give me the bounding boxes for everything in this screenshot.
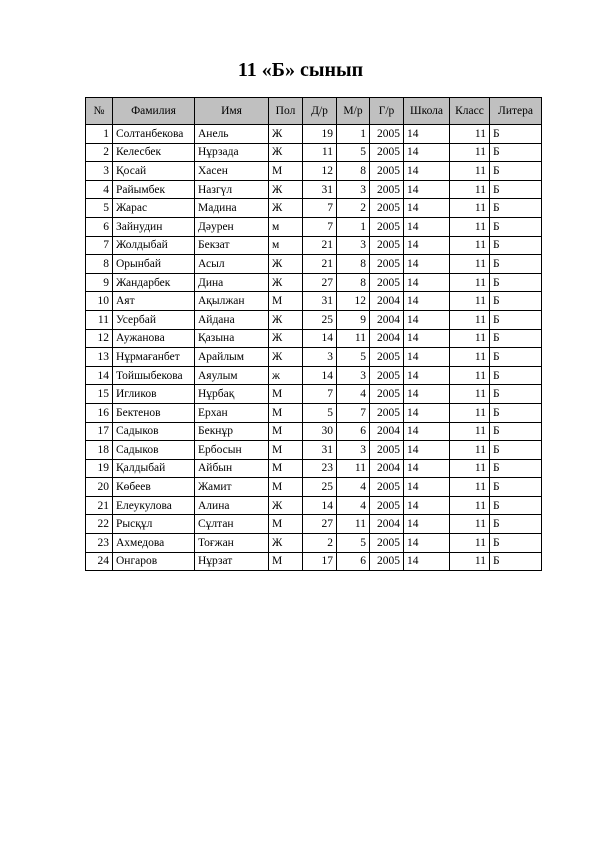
cell-birth-month: 11	[337, 515, 370, 534]
cell-name: Дәурен	[195, 217, 269, 236]
cell-letter: Б	[490, 515, 542, 534]
header-class: Класс	[450, 98, 490, 125]
cell-class: 11	[450, 441, 490, 460]
cell-class: 11	[450, 496, 490, 515]
table-row	[86, 422, 542, 441]
cell-school: 14	[404, 199, 450, 218]
cell-birth-month: 7	[337, 403, 370, 422]
cell-gender: М	[269, 441, 303, 460]
cell-name: Аяулым	[195, 366, 269, 385]
cell-surname: Онгаров	[113, 552, 195, 571]
cell-gender: М	[269, 515, 303, 534]
cell-name: Дина	[195, 273, 269, 292]
cell-birth-day: 25	[303, 478, 337, 497]
cell-letter: Б	[490, 329, 542, 348]
cell-number: 10	[86, 292, 113, 311]
cell-letter: Б	[490, 496, 542, 515]
cell-birth-day: 31	[303, 180, 337, 199]
cell-birth-year: 2005	[370, 217, 404, 236]
cell-school: 14	[404, 496, 450, 515]
cell-birth-day: 14	[303, 329, 337, 348]
cell-name: Тоғжан	[195, 534, 269, 553]
table-row	[86, 255, 542, 274]
cell-name: Нұрзада	[195, 143, 269, 162]
cell-birth-year: 2004	[370, 292, 404, 311]
cell-name: Мадина	[195, 199, 269, 218]
cell-birth-day: 7	[303, 217, 337, 236]
cell-birth-year: 2005	[370, 273, 404, 292]
cell-birth-month: 5	[337, 534, 370, 553]
cell-birth-day: 31	[303, 292, 337, 311]
cell-letter: Б	[490, 236, 542, 255]
cell-gender: М	[269, 403, 303, 422]
cell-birth-month: 12	[337, 292, 370, 311]
header-gender: Пол	[269, 98, 303, 125]
cell-class: 11	[450, 385, 490, 404]
cell-school: 14	[404, 273, 450, 292]
cell-birth-year: 2005	[370, 236, 404, 255]
cell-surname: Қалдыбай	[113, 459, 195, 478]
cell-school: 14	[404, 534, 450, 553]
cell-school: 14	[404, 180, 450, 199]
cell-name: Айдана	[195, 310, 269, 329]
cell-birth-day: 5	[303, 403, 337, 422]
table-row	[86, 534, 542, 553]
cell-birth-month: 3	[337, 236, 370, 255]
cell-number: 8	[86, 255, 113, 274]
cell-class: 11	[450, 162, 490, 181]
cell-surname: Игликов	[113, 385, 195, 404]
cell-surname: Рысқұл	[113, 515, 195, 534]
cell-letter: Б	[490, 534, 542, 553]
cell-birth-month: 3	[337, 180, 370, 199]
cell-class: 11	[450, 329, 490, 348]
cell-number: 19	[86, 459, 113, 478]
cell-birth-day: 31	[303, 441, 337, 460]
cell-birth-month: 3	[337, 366, 370, 385]
cell-gender: М	[269, 422, 303, 441]
cell-surname: Аужанова	[113, 329, 195, 348]
cell-letter: Б	[490, 143, 542, 162]
cell-birth-month: 4	[337, 478, 370, 497]
cell-birth-year: 2005	[370, 552, 404, 571]
cell-number: 9	[86, 273, 113, 292]
cell-gender: Ж	[269, 534, 303, 553]
cell-gender: Ж	[269, 273, 303, 292]
cell-birth-month: 11	[337, 329, 370, 348]
cell-school: 14	[404, 366, 450, 385]
cell-school: 14	[404, 403, 450, 422]
cell-birth-day: 7	[303, 385, 337, 404]
cell-birth-month: 5	[337, 348, 370, 367]
table-row	[86, 180, 542, 199]
cell-letter: Б	[490, 162, 542, 181]
cell-birth-year: 2005	[370, 403, 404, 422]
cell-number: 12	[86, 329, 113, 348]
cell-letter: Б	[490, 217, 542, 236]
cell-number: 2	[86, 143, 113, 162]
cell-number: 3	[86, 162, 113, 181]
cell-class: 11	[450, 180, 490, 199]
header-name: Имя	[195, 98, 269, 125]
cell-gender: м	[269, 236, 303, 255]
cell-birth-day: 2	[303, 534, 337, 553]
cell-surname: Елеукулова	[113, 496, 195, 515]
cell-birth-year: 2005	[370, 162, 404, 181]
cell-class: 11	[450, 534, 490, 553]
cell-class: 11	[450, 515, 490, 534]
cell-birth-day: 21	[303, 255, 337, 274]
table-row	[86, 125, 542, 144]
cell-birth-month: 11	[337, 459, 370, 478]
header-number: №	[86, 98, 113, 125]
cell-letter: Б	[490, 441, 542, 460]
cell-birth-day: 23	[303, 459, 337, 478]
cell-birth-year: 2005	[370, 441, 404, 460]
cell-class: 11	[450, 478, 490, 497]
cell-name: Анель	[195, 125, 269, 144]
cell-birth-month: 8	[337, 162, 370, 181]
cell-birth-year: 2004	[370, 329, 404, 348]
cell-class: 11	[450, 348, 490, 367]
cell-number: 6	[86, 217, 113, 236]
table-row	[86, 329, 542, 348]
cell-gender: Ж	[269, 143, 303, 162]
cell-birth-day: 25	[303, 310, 337, 329]
cell-school: 14	[404, 329, 450, 348]
header-school: Школа	[404, 98, 450, 125]
cell-birth-year: 2004	[370, 515, 404, 534]
cell-birth-day: 3	[303, 348, 337, 367]
cell-class: 11	[450, 236, 490, 255]
cell-birth-day: 7	[303, 199, 337, 218]
table-row	[86, 478, 542, 497]
cell-birth-month: 9	[337, 310, 370, 329]
cell-gender: Ж	[269, 125, 303, 144]
cell-surname: Усербай	[113, 310, 195, 329]
cell-number: 18	[86, 441, 113, 460]
cell-birth-day: 14	[303, 496, 337, 515]
cell-letter: Б	[490, 403, 542, 422]
cell-birth-year: 2005	[370, 180, 404, 199]
cell-school: 14	[404, 459, 450, 478]
cell-birth-year: 2004	[370, 422, 404, 441]
cell-school: 14	[404, 310, 450, 329]
cell-letter: Б	[490, 366, 542, 385]
cell-name: Бекнұр	[195, 422, 269, 441]
cell-gender: М	[269, 459, 303, 478]
header-birth-day: Д/р	[303, 98, 337, 125]
cell-birth-year: 2005	[370, 496, 404, 515]
table-row	[86, 143, 542, 162]
cell-surname: Ахмедова	[113, 534, 195, 553]
cell-birth-year: 2005	[370, 534, 404, 553]
cell-number: 13	[86, 348, 113, 367]
cell-gender: Ж	[269, 348, 303, 367]
cell-name: Бекзат	[195, 236, 269, 255]
table-row	[86, 292, 542, 311]
table-row	[86, 162, 542, 181]
cell-birth-year: 2005	[370, 348, 404, 367]
cell-birth-year: 2005	[370, 125, 404, 144]
cell-number: 24	[86, 552, 113, 571]
cell-birth-year: 2005	[370, 143, 404, 162]
cell-school: 14	[404, 552, 450, 571]
cell-class: 11	[450, 422, 490, 441]
cell-birth-year: 2004	[370, 459, 404, 478]
cell-birth-day: 17	[303, 552, 337, 571]
table-row	[86, 552, 542, 571]
cell-birth-month: 4	[337, 496, 370, 515]
cell-class: 11	[450, 366, 490, 385]
cell-number: 17	[86, 422, 113, 441]
cell-school: 14	[404, 478, 450, 497]
cell-surname: Садыков	[113, 441, 195, 460]
cell-surname: Бектенов	[113, 403, 195, 422]
cell-surname: Солтанбекова	[113, 125, 195, 144]
table-row	[86, 403, 542, 422]
cell-surname: Садыков	[113, 422, 195, 441]
cell-number: 23	[86, 534, 113, 553]
cell-letter: Б	[490, 292, 542, 311]
cell-letter: Б	[490, 180, 542, 199]
cell-surname: Орынбай	[113, 255, 195, 274]
cell-number: 20	[86, 478, 113, 497]
cell-birth-year: 2005	[370, 199, 404, 218]
page-title: 11 «Б» сынып	[237, 59, 364, 81]
cell-surname: Райымбек	[113, 180, 195, 199]
cell-name: Қазына	[195, 329, 269, 348]
cell-birth-month: 4	[337, 385, 370, 404]
cell-surname: Қосай	[113, 162, 195, 181]
cell-name: Нұрзат	[195, 552, 269, 571]
cell-class: 11	[450, 459, 490, 478]
cell-gender: М	[269, 385, 303, 404]
cell-school: 14	[404, 515, 450, 534]
cell-birth-month: 6	[337, 422, 370, 441]
cell-birth-month: 1	[337, 217, 370, 236]
cell-class: 11	[450, 552, 490, 571]
cell-name: Ербосын	[195, 441, 269, 460]
cell-number: 1	[86, 125, 113, 144]
header-surname: Фамилия	[113, 98, 195, 125]
cell-gender: Ж	[269, 180, 303, 199]
cell-surname: Зайнудин	[113, 217, 195, 236]
cell-birth-year: 2005	[370, 366, 404, 385]
table-row	[86, 236, 542, 255]
cell-birth-month: 5	[337, 143, 370, 162]
table-row	[86, 348, 542, 367]
cell-letter: Б	[490, 199, 542, 218]
cell-name: Назгүл	[195, 180, 269, 199]
cell-name: Нұрбақ	[195, 385, 269, 404]
cell-gender: М	[269, 162, 303, 181]
cell-class: 11	[450, 292, 490, 311]
cell-school: 14	[404, 143, 450, 162]
cell-gender: Ж	[269, 255, 303, 274]
cell-birth-month: 1	[337, 125, 370, 144]
cell-surname: Жандарбек	[113, 273, 195, 292]
table-row	[86, 366, 542, 385]
header-birth-year: Г/р	[370, 98, 404, 125]
cell-number: 22	[86, 515, 113, 534]
cell-class: 11	[450, 199, 490, 218]
cell-class: 11	[450, 217, 490, 236]
table-row	[86, 217, 542, 236]
cell-gender: Ж	[269, 310, 303, 329]
cell-name: Айбын	[195, 459, 269, 478]
cell-letter: Б	[490, 255, 542, 274]
table-row	[86, 310, 542, 329]
cell-number: 7	[86, 236, 113, 255]
cell-letter: Б	[490, 422, 542, 441]
cell-school: 14	[404, 422, 450, 441]
cell-school: 14	[404, 441, 450, 460]
cell-surname: Аят	[113, 292, 195, 311]
cell-gender: м	[269, 217, 303, 236]
cell-number: 14	[86, 366, 113, 385]
cell-birth-day: 21	[303, 236, 337, 255]
header-birth-month: М/р	[337, 98, 370, 125]
cell-birth-day: 12	[303, 162, 337, 181]
cell-school: 14	[404, 292, 450, 311]
cell-number: 5	[86, 199, 113, 218]
table-row	[86, 273, 542, 292]
cell-birth-day: 27	[303, 515, 337, 534]
cell-number: 11	[86, 310, 113, 329]
cell-birth-day: 27	[303, 273, 337, 292]
table-row	[86, 496, 542, 515]
table-row	[86, 441, 542, 460]
cell-letter: Б	[490, 385, 542, 404]
cell-class: 11	[450, 273, 490, 292]
cell-gender: М	[269, 552, 303, 571]
cell-surname: Көбеев	[113, 478, 195, 497]
cell-surname: Тойшыбекова	[113, 366, 195, 385]
cell-surname: Жолдыбай	[113, 236, 195, 255]
cell-letter: Б	[490, 459, 542, 478]
cell-birth-month: 3	[337, 441, 370, 460]
cell-birth-day: 14	[303, 366, 337, 385]
cell-gender: Ж	[269, 199, 303, 218]
cell-name: Сұлтан	[195, 515, 269, 534]
cell-school: 14	[404, 236, 450, 255]
table-row	[86, 515, 542, 534]
cell-birth-day: 11	[303, 143, 337, 162]
cell-letter: Б	[490, 552, 542, 571]
cell-letter: Б	[490, 125, 542, 144]
cell-class: 11	[450, 143, 490, 162]
cell-gender: М	[269, 478, 303, 497]
cell-gender: ж	[269, 366, 303, 385]
cell-letter: Б	[490, 478, 542, 497]
cell-name: Жамит	[195, 478, 269, 497]
cell-birth-year: 2004	[370, 310, 404, 329]
student-table	[85, 97, 542, 571]
cell-school: 14	[404, 217, 450, 236]
cell-surname: Нұрмағанбет	[113, 348, 195, 367]
cell-number: 21	[86, 496, 113, 515]
cell-birth-year: 2005	[370, 478, 404, 497]
cell-surname: Келесбек	[113, 143, 195, 162]
cell-birth-month: 8	[337, 255, 370, 274]
cell-class: 11	[450, 403, 490, 422]
cell-gender: М	[269, 292, 303, 311]
cell-class: 11	[450, 125, 490, 144]
cell-number: 15	[86, 385, 113, 404]
cell-name: Ерхан	[195, 403, 269, 422]
cell-birth-year: 2005	[370, 255, 404, 274]
cell-letter: Б	[490, 348, 542, 367]
cell-school: 14	[404, 385, 450, 404]
cell-name: Асыл	[195, 255, 269, 274]
cell-birth-month: 2	[337, 199, 370, 218]
cell-gender: Ж	[269, 496, 303, 515]
cell-letter: Б	[490, 273, 542, 292]
cell-name: Хасен	[195, 162, 269, 181]
cell-gender: Ж	[269, 329, 303, 348]
cell-birth-day: 30	[303, 422, 337, 441]
cell-birth-day: 19	[303, 125, 337, 144]
table-row	[86, 199, 542, 218]
cell-number: 16	[86, 403, 113, 422]
cell-class: 11	[450, 255, 490, 274]
cell-birth-month: 8	[337, 273, 370, 292]
table-row	[86, 459, 542, 478]
cell-birth-year: 2005	[370, 385, 404, 404]
table-header-row	[86, 98, 542, 125]
cell-number: 4	[86, 180, 113, 199]
header-letter: Литера	[490, 98, 542, 125]
cell-surname: Жарас	[113, 199, 195, 218]
cell-name: Арайлым	[195, 348, 269, 367]
cell-school: 14	[404, 162, 450, 181]
cell-letter: Б	[490, 310, 542, 329]
cell-name: Ақылжан	[195, 292, 269, 311]
cell-class: 11	[450, 310, 490, 329]
cell-school: 14	[404, 348, 450, 367]
cell-school: 14	[404, 255, 450, 274]
cell-birth-month: 6	[337, 552, 370, 571]
cell-school: 14	[404, 125, 450, 144]
cell-name: Алина	[195, 496, 269, 515]
table-row	[86, 385, 542, 404]
